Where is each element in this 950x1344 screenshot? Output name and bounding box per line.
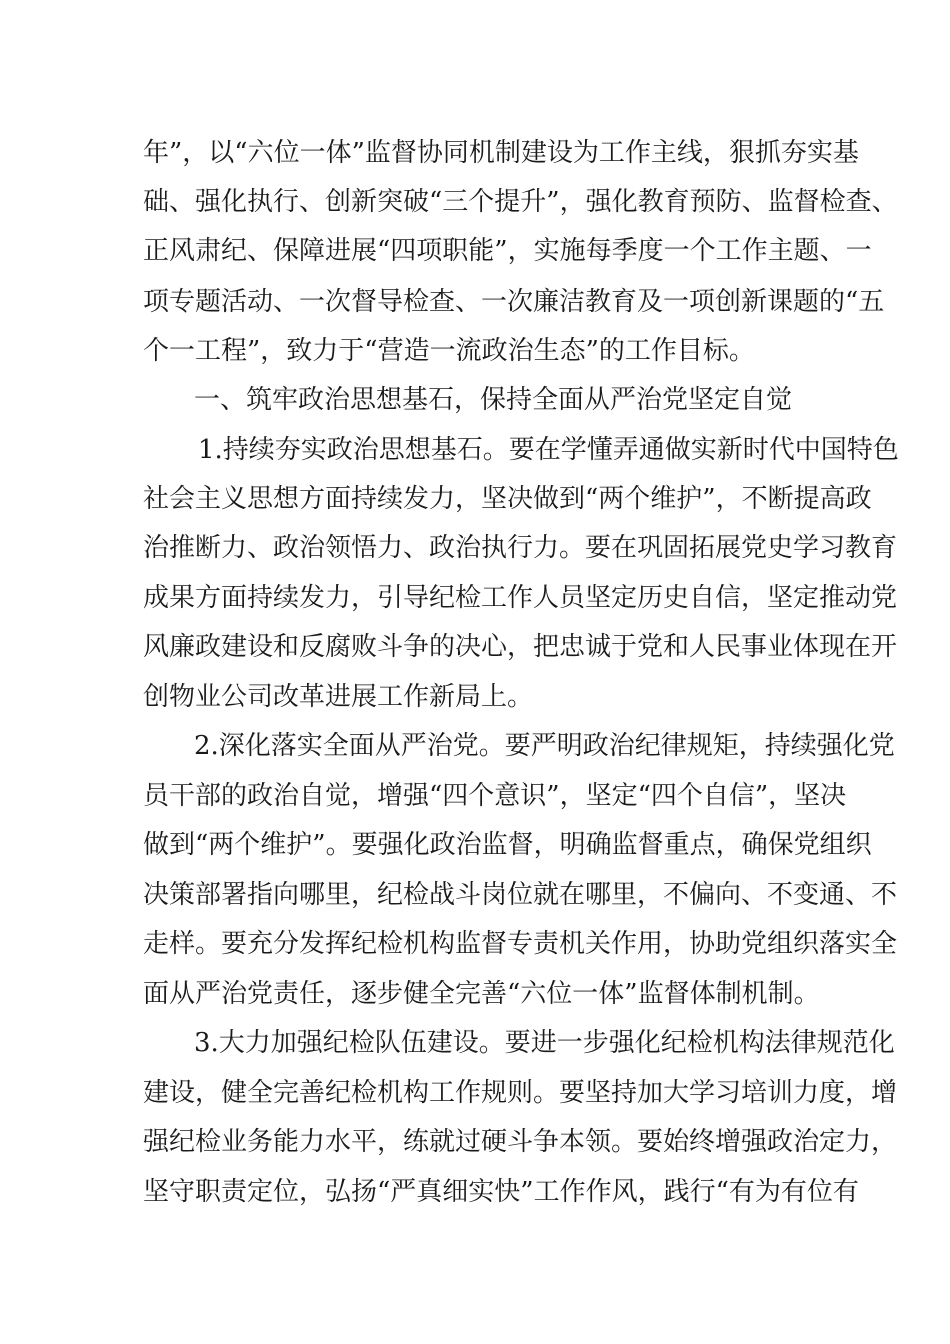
text-line: 风廉政建设和反腐败斗争的决心，把忠诚于党和人民事业体现在开 [143,632,898,662]
text-line: 员干部的政治自觉，增强“四个意识”，坚定“四个自信”，坚决 [143,781,847,811]
text-line: 2.深化落实全面从严治党。要严明政治纪律规矩，持续强化党 [194,731,895,761]
text-line: 年”，以“六位一体”监督协同机制建设为工作主线，狠抓夯实基 [143,138,859,168]
text-line: 项专题活动、一次督导检查、一次廉洁教育及一项创新课题的“五 [143,287,885,317]
text-line: 3.大力加强纪检队伍建设。要进一步强化纪检机构法律规范化 [194,1028,895,1058]
text-line: 社会主义思想方面持续发力，坚决做到“两个维护”，不断提高政 [143,484,872,514]
text-line: 成果方面持续发力，引导纪检工作人员坚定历史自信，坚定推动党 [143,583,898,613]
text-line: 坚守职责定位，弘扬“严真细实快”工作作风，践行“有为有位有 [143,1177,859,1207]
text-line: 面从严治党责任，逐步健全完善“六位一体”监督体制机制。 [143,979,820,1009]
text-line: 做到“两个维护”。要强化政治监督，明确监督重点，确保党组织 [143,830,872,860]
text-line: 建设，健全完善纪检机构工作规则。要坚持加大学习培训力度，增 [143,1078,898,1108]
text-line: 正风肃纪、保障进展“四项职能”，实施每季度一个工作主题、一 [143,236,872,266]
text-line: 强纪检业务能力水平，练就过硬斗争本领。要始终增强政治定力， [143,1127,898,1157]
text-line: 决策部署指向哪里，纪检战斗岗位就在哪里，不偏向、不变通、不 [143,880,898,910]
text-line: 走样。要充分发挥纪检机构监督专责机关作用，协助党组织落实全 [143,929,898,959]
text-line: 治推断力、政治领悟力、政治执行力。要在巩固拓展党史学习教育 [143,533,898,563]
section-heading: 一、筑牢政治思想基石，保持全面从严治党坚定自觉 [194,385,793,415]
text-line: 1.持续夯实政治思想基石。要在学懂弄通做实新时代中国特色 [198,435,899,465]
text-line: 础、强化执行、创新突破“三个提升”，强化教育预防、监督检查、 [143,187,898,217]
text-line: 创物业公司改革进展工作新局上。 [143,682,534,712]
text-line: 个一工程”，致力于“营造一流政治生态”的工作目标。 [143,336,755,366]
